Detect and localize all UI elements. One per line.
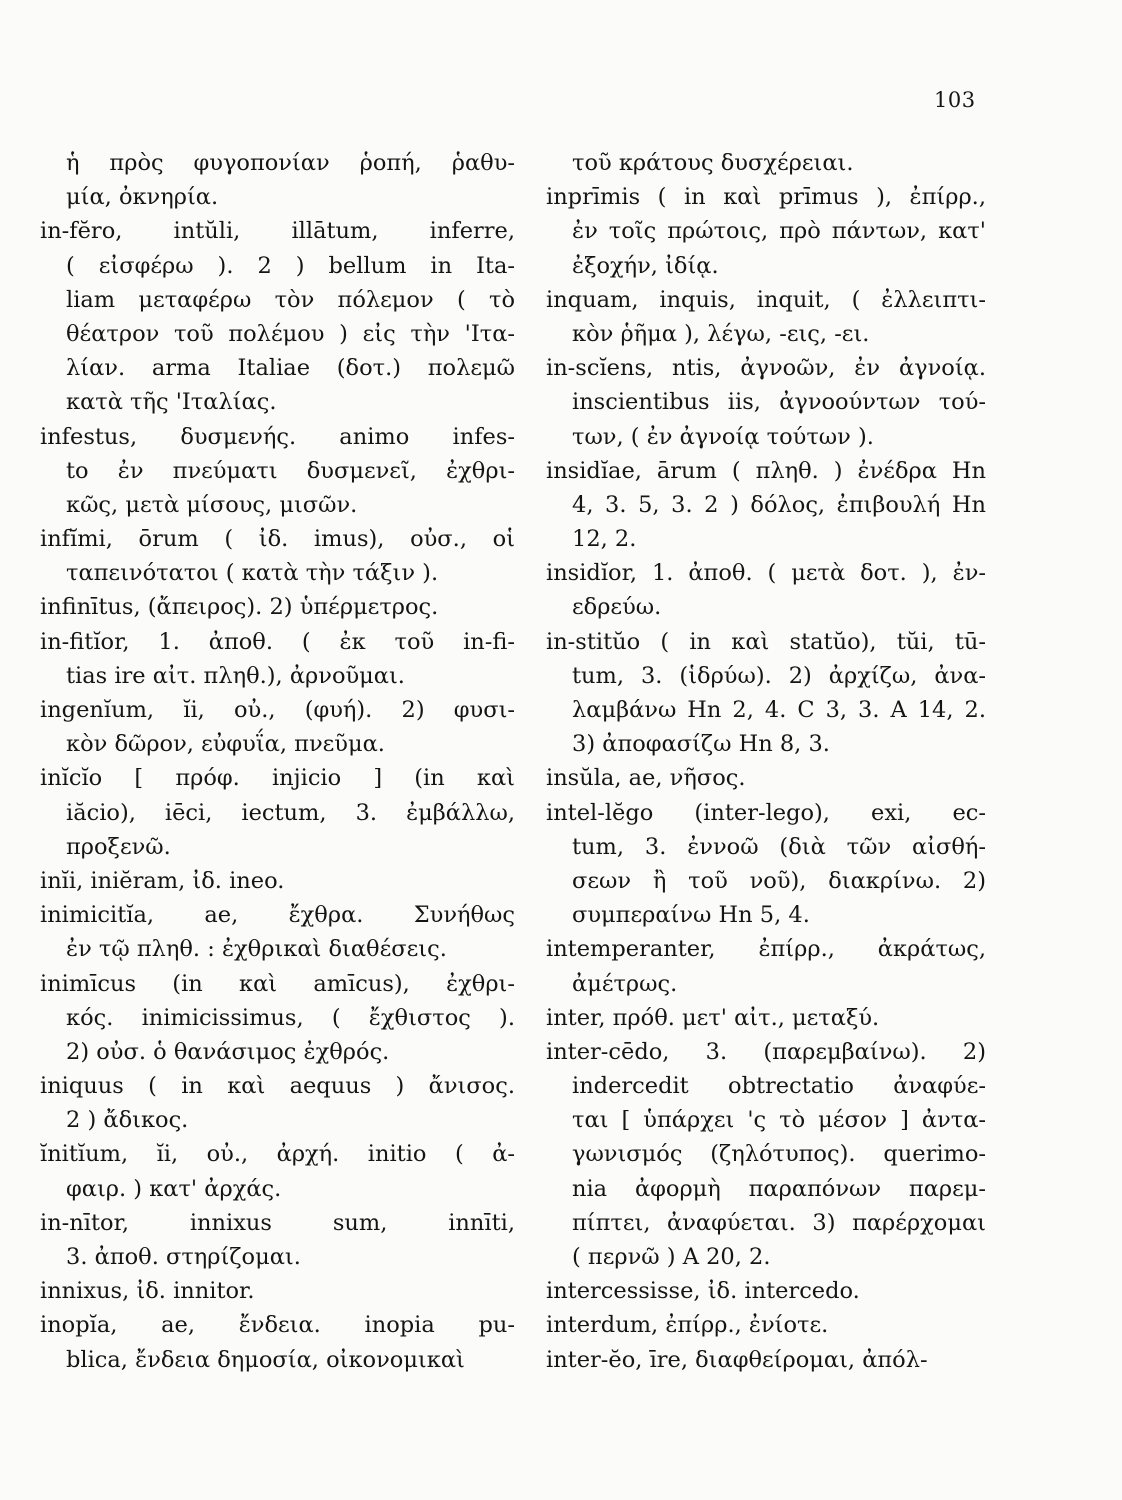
dictionary-line: insidĭae, ārum ( πληθ. ) ἐνέδρα Hn (546, 457, 986, 484)
page-number: 103 (934, 88, 976, 112)
dictionary-line: προξενῶ. (66, 833, 171, 860)
dictionary-line: θέατρον τοῦ πολέμου ) εἰς τὴν 'Ιτα- (66, 320, 515, 347)
dictionary-line: λαμβάνω Hn 2, 4. C 3, 3. A 14, 2. (572, 697, 986, 723)
dictionary-line: inter, πρόθ. μετ' αἰτ., μεταξύ. (546, 1004, 880, 1031)
dictionary-line: ἡ πρὸς φυγοπονίαν ῥοπή, ῥαθυ- (66, 150, 515, 176)
dictionary-line: κατὰ τῆς 'Ιταλίας. (66, 389, 277, 416)
dictionary-line: λίαν. arma Italiae (δοτ.) πολεμῶ (66, 355, 515, 382)
dictionary-line: 2 ) ἄδικος. (66, 1107, 189, 1134)
dictionary-line: 3) ἀποφασίζω Hn 8, 3. (572, 731, 830, 758)
dictionary-line: ingenĭum, ĭi, οὐ., (φυή). 2) φυσι- (40, 697, 515, 723)
dictionary-line: inprīmis ( in καὶ prīmus ), ἐπίρρ., (546, 184, 986, 211)
dictionary-line: 4, 3. 5, 3. 2 ) δόλος, ἐπιβουλή Hn (572, 491, 986, 518)
dictionary-line: intercessisse, ἰδ. intercedo. (546, 1278, 860, 1305)
dictionary-line: κὸν ῥῆμα ), λέγω, -εις, -ει. (572, 320, 870, 347)
dictionary-line: inĭi, iniĕram, ἰδ. ineo. (40, 867, 285, 894)
dictionary-line: in-fitĭor, 1. ἀποθ. ( ἐκ τοῦ in-fi- (40, 628, 515, 655)
dictionary-line: interdum, ἐπίρρ., ἐνίοτε. (546, 1312, 829, 1339)
dictionary-line: in-stitŭo ( in καὶ statŭo), tŭi, tū- (546, 628, 986, 655)
dictionary-line: iniquus ( in καὶ aequus ) ἄνισος. (40, 1073, 515, 1100)
dictionary-line: in-nītor, innixus sum, innīti, (40, 1209, 515, 1236)
dictionary-line: infinītus, (ἄπειρος). 2) ὑπέρμετρος. (40, 594, 439, 621)
dictionary-line: inĭcĭo [ πρόφ. injicio ] (in καὶ (40, 765, 515, 792)
dictionary-line: των, ( ἐν ἀγνοίᾳ τούτων ). (572, 423, 874, 450)
dictionary-line: inimicitĭa, ae, ἔχθρα. Συνήθως (40, 902, 515, 929)
dictionary-line: ( εἰσφέρω ). 2 ) bellum in Ita- (66, 252, 515, 279)
dictionary-line: συμπεραίνω Hn 5, 4. (572, 902, 810, 929)
dictionary-line: insŭla, ae, νῆσος. (546, 765, 746, 792)
dictionary-line: inimīcus (in καὶ amīcus), ἐχθρι- (40, 970, 515, 997)
dictionary-line: ĭnitĭum, ĭi, οὐ., ἀρχή. initio ( ἀ- (40, 1141, 515, 1168)
left-column (40, 146, 515, 1377)
dictionary-line: κός. inimicissimus, ( ἔχθιστος ). (66, 1004, 515, 1031)
dictionary-line: κὸν δῶρον, εὐφυΐα, πνεῦμα. (66, 731, 385, 758)
dictionary-line: ἐξοχήν, ἰδίᾳ. (572, 252, 719, 279)
dictionary-line: tum, 3. ἐννοῶ (διὰ τῶν αἰσθή- (572, 833, 986, 860)
dictionary-line: inter-ĕo, īre, διαφθείρομαι, ἀπόλ- (546, 1346, 928, 1373)
dictionary-line: inquam, inquis, inquit, ( ἐλλειπτι- (546, 286, 986, 313)
dictionary-line: 2) οὐσ. ὁ θανάσιμος ἐχθρός. (66, 1038, 390, 1065)
dictionary-line: ἀμέτρως. (572, 970, 678, 997)
dictionary-line: ἐν τοῖς πρώτοις, πρὸ πάντων, κατ' (572, 218, 986, 245)
dictionary-line: ταπεινότατοι ( κατὰ τὴν τάξιν ). (66, 560, 439, 587)
dictionary-line: iăcio), iēci, iectum, 3. ἐμβάλλω, (66, 799, 515, 826)
dictionary-line: indercedit obtrectatio ἀναφύε- (572, 1073, 986, 1100)
dictionary-line: 12, 2. (572, 526, 637, 553)
dictionary-line: intemperanter, ἐπίρρ., ἀκράτως, (546, 936, 986, 963)
dictionary-line: inopĭa, ae, ἔνδεια. inopia pu- (40, 1312, 515, 1339)
dictionary-line: tias ire αἰτ. πληθ.), ἀρνοῦμαι. (66, 662, 405, 689)
dictionary-line: ται [ ὑπάρχει 'ς τὸ μέσον ] ἀντα- (572, 1107, 986, 1134)
dictionary-line: inter-cēdo, 3. (παρεμβαίνω). 2) (546, 1038, 986, 1065)
dictionary-line: κῶς, μετὰ μίσους, μισῶν. (66, 491, 358, 518)
dictionary-line: τοῦ κράτους δυσχέρειαι. (572, 150, 854, 176)
dictionary-line: μία, ὀκνηρία. (66, 184, 219, 211)
dictionary-line: tum, 3. (ἱδρύω). 2) ἀρχίζω, ἀνα- (572, 662, 986, 689)
dictionary-line: εδρεύω. (572, 594, 662, 621)
dictionary-line: ( περνῶ ) A 20, 2. (572, 1244, 771, 1270)
dictionary-line: liam μεταφέρω τὸν πόλεμον ( τὸ (66, 286, 515, 313)
dictionary-line: in-scĭens, ntis, ἀγνοῶν, ἐν ἀγνοίᾳ. (546, 355, 986, 382)
dictionary-line: ἐν τῷ πληθ. : ἐχθρικαὶ διαθέσεις. (66, 936, 447, 963)
dictionary-line: blica, ἔνδεια δημοσία, οἰκονομικαὶ (66, 1346, 465, 1373)
dictionary-line: inscientibus iis, ἀγνοούντων τού- (572, 389, 986, 416)
dictionary-line: insidĭor, 1. ἀποθ. ( μετὰ δοτ. ), ἐν- (546, 560, 986, 587)
dictionary-line: σεων ἢ τοῦ νοῦ), διακρίνω. 2) (572, 867, 986, 894)
dictionary-line: infestus, δυσμενής. animo infes- (40, 423, 515, 450)
dictionary-line: πίπτει, ἀναφύεται. 3) παρέρχομαι (572, 1209, 986, 1236)
dictionary-line: nia ἀφορμὴ παραπόνων παρεμ- (572, 1175, 986, 1202)
dictionary-line: γωνισμός (ζηλότυπος). querimo- (572, 1141, 986, 1168)
dictionary-line: in-fĕro, intŭli, illātum, inferre, (40, 218, 515, 245)
dictionary-line: intel-lĕgo (inter-lego), exi, ec- (546, 799, 986, 826)
dictionary-line: innixus, ἰδ. innitor. (40, 1278, 255, 1305)
dictionary-line: to ἐν πνεύματι δυσμενεῖ, ἐχθρι- (66, 457, 515, 484)
dictionary-line: infĭmi, ōrum ( ἰδ. imus), οὐσ., οἱ (40, 526, 515, 553)
dictionary-line: 3. ἀποθ. στηρίζομαι. (66, 1244, 301, 1270)
dictionary-line: φαιρ. ) κατ' ἀρχάς. (66, 1175, 282, 1202)
right-column (546, 146, 986, 1377)
